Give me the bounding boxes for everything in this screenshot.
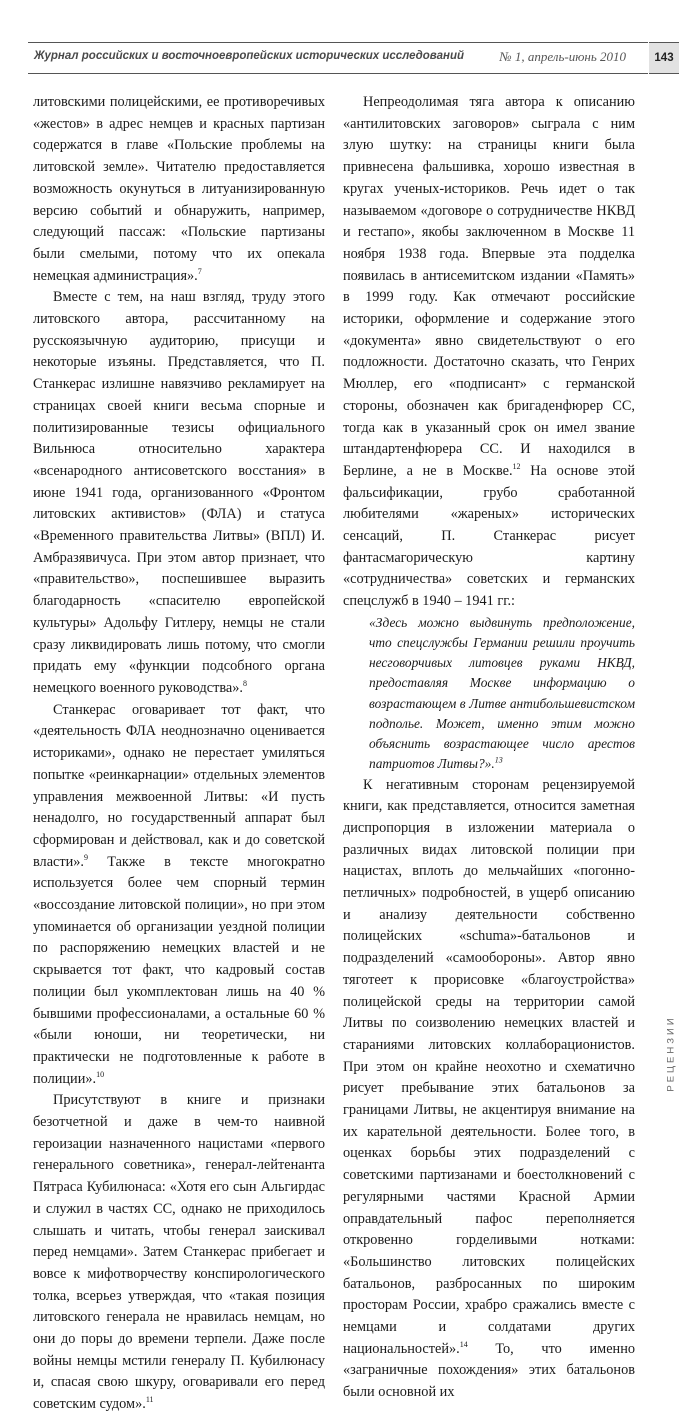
footnote-ref[interactable]: 14 — [459, 1340, 468, 1350]
block-quote: «Здесь можно выдвинуть предположение, что спецслужбы Германии решили проучить несговорчивых литовцев руками НКВД, предоставляя Москве информацию о возрастающем в Литве антибольшевистском подполье. Может, именно этим можно объяснить возрастающее число арестов патриотов Литвы?».$^{13}$ — [369, 614, 635, 772]
paragraph: литовскими полицейскими, ее противоречивых «жестов» в адрес немцев и красных партизан содержатся в главе «Польские проблемы на литовской земле». Читателю предоставляется возможность окунуться в литуанизированную версию событий и обнаружить, например, следующий пассаж: «Польские партизаны были смелыми, потому что их опекала немецкая администрация».$^7$ — [33, 94, 325, 284]
footnote-ref[interactable]: 12 — [512, 462, 521, 472]
footnote-ref[interactable]: 13 — [494, 755, 503, 765]
footnote-ref[interactable]: 10 — [96, 1069, 105, 1079]
running-header — [28, 42, 648, 74]
page-number: 143 — [649, 42, 679, 74]
footnote-ref[interactable]: 9 — [84, 852, 89, 862]
paragraph: Непреодолимая тяга автора к описанию «антилитовских заговоров» сыграла с ним злую шутку: на страницы книги была привнесена фальшивка, хорошо известная в кругах ученых-историков. Речь идет о так называемом «договоре о сотрудничестве НКВД и гестапо», якобы заключенном в Москве 11 ноября 1938 года. Впервые эта подделка появилась в антисемитском издании «Память» в 1999 году. Как отмечают российские историки, оформление и содержание этого «документа» явно свидетельствуют о его подложности. Достаточно сказать, что Генрих Мюллер, его «подписант» с германской стороны, обозначен как бригаденфюрер СС, тогда как в указанный срок он имел звание штандартенфюрера СС. И находился в Берлине, а не в Москве.$^{12}$ На основе этой фальсификации, грубо сработанной любителями «жареных» исторических сенсаций, П. Станкерас рисует фантасмагорическую картину «сотрудничества» советских и германских спецслужб в 1940 – 1941 гг.: — [343, 94, 635, 610]
issue-label: № 1, апрель-июнь 2010 — [499, 49, 626, 64]
journal-title: Журнал российских и восточноевропейских исторических исследований — [34, 50, 464, 62]
footnote-ref[interactable]: 7 — [197, 266, 202, 276]
section-side-label: РЕЦЕНЗИИ — [665, 1014, 677, 1092]
footnote-ref[interactable]: 8 — [243, 679, 248, 689]
left-column — [33, 92, 325, 1416]
paragraph: Присутствуют в книге и признаки безотчетной и даже в чем-то наивной героизации назначенного нацистами «первого генерального советника», генерал-лейтенанта Пятраса Кубилюнаса: «Хотя его сын Альгирдас и служил в частях СС, однако не приходилось слышать и читать, чтобы генерал заискивал перед немцами». Затем Станкерас прибегает и вовсе к мифотворчеству конспирологического толка, всерьез утверждая, что «такая позиция литовского генерала не нравилась немцам, но они до поры до времени терпели. Даже после войны немцы мстили генералу П. Кубилюнасу и, спасая свою шкуру, оговаривали его перед советским судом».$^{11}$ — [33, 1092, 325, 1413]
footnote-ref[interactable]: 11 — [145, 1395, 154, 1405]
right-column — [343, 92, 635, 1404]
paragraph: К негативным сторонам рецензируемой книги, как представляется, относится заметная диспропорция в изложении материала о различных видах литовской полиции при нацистах, вплоть до мельчайших «погонно-петличных» подробностей, в ущерб описанию и анализу деятельности собственно полицейских «schuma»-батальонов и подразделений «самообороны». Автор явно тяготеет к прорисовке «благоустройства» полицейской среды на территории самой Литвы по соизволению немецких властей и стараниями литовских коллаборационистов. При этом он крайне неохотно и схематично рисует пребывание этих батальонов за границами Литвы, не акцентируя внимание на их карательной деятельности. Более того, в оценках борьбы этих подразделений с советскими партизанами и боестолкновений с регулярными частями Красной Армии оправдательный пафос переполняется откровенно горделивыми нотками: «Большинство литовских полицейских батальонов, разбросанных по широким просторам России, храбро сражались вместе с немцами и солдатами других национальностей».$^{14}$ То, что именно «заграничные похождения» этих батальонов были основной их — [343, 776, 635, 1401]
paragraph: Станкерас оговаривает тот факт, что «деятельность ФЛА неоднозначно оценивается историками», однако не перестает умиляться попытке «реинкарнации» отдельных элементов управления межвоенной Литвы: «И пусть ненадолго, но государственный аппарат был сформирован и действовал, как и до советской власти».$^9$ Также в тексте многократно используется более чем спорный термин «воссоздание литовской полиции», но при этом упоминается об организации уездной полиции по распоряжению немецких властей и не скрывается тот факт, что кадровый состав полиции был укомплектован лишь на 40 % бывшими профессионалами, а остальные 60 % «были юноши, ни теоретически, ни практически не подготовленные к работе в полиции».$^{10}$ — [33, 701, 325, 1087]
paragraph: Вместе с тем, на наш взгляд, труду этого литовского автора, рассчитанному на русскоязычную аудиторию, присущи и некоторые изъяны. Представляется, что П. Станкерас излишне навязчиво рекламирует на страницах своей книги весьма спорные и политизированные тезисы официального Вильнюса относительно характера «всенародного антисоветского восстания» в июне 1941 года, организованного «Фронтом литовских активистов» (ФЛА) и статуса «Временного правительства Литвы» (ВПЛ) И. Амбразявичуса. При этом автор признает, что «правительство», поспешившее выразить благодарность «спасителю европейской культуры» Адольфу Гитлеру, немцы не стали сразу ликвидировать лишь потому, что смогли придать ему «функции подсобного органа немецкого военного руководства».$^8$ — [33, 289, 325, 696]
